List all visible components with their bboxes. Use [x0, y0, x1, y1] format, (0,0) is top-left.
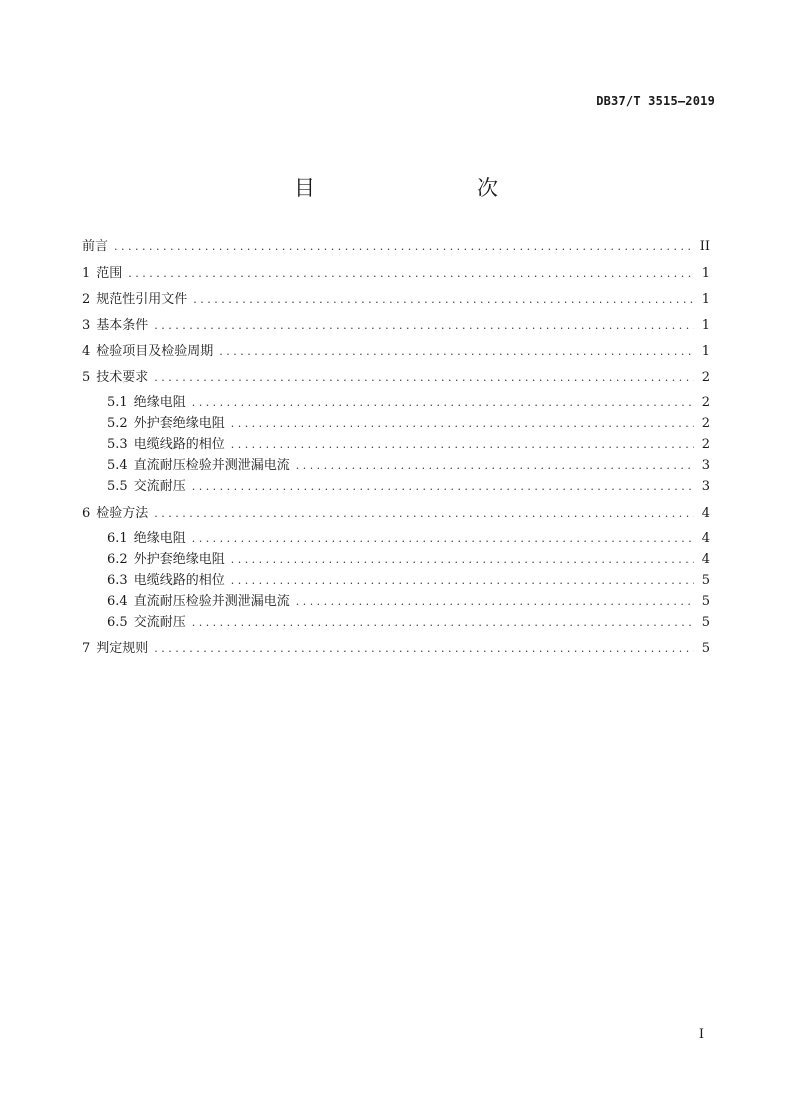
toc-entry-label: 判定规则 — [96, 641, 149, 656]
toc-entry-number: 5.5 — [107, 479, 128, 494]
toc-entry-page: 4 — [701, 531, 710, 546]
toc-entry-number: 5.3 — [107, 437, 128, 452]
toc-entry-number: 6.1 — [107, 531, 128, 546]
toc-entry-page: 2 — [701, 370, 710, 385]
toc-entry-page: 1 — [701, 266, 710, 281]
toc-entry-page: 4 — [701, 552, 710, 567]
toc-entry-page: 1 — [701, 344, 710, 359]
toc-entry[interactable] — [82, 263, 710, 285]
toc-entry-number: 7 — [82, 641, 91, 656]
dot-leader — [231, 434, 694, 456]
toc-entry-page: 1 — [701, 318, 710, 333]
toc-entry[interactable] — [82, 367, 710, 389]
toc-entry-page: 3 — [701, 458, 710, 473]
toc-entry[interactable] — [107, 528, 710, 550]
toc-entry[interactable] — [107, 549, 710, 571]
toc-entry[interactable] — [82, 341, 710, 363]
toc-entry-page: 5 — [701, 573, 710, 588]
toc-entry-page: 2 — [701, 416, 710, 431]
dot-leader — [154, 503, 694, 525]
toc-entry-label: 直流耐压检验并测泄漏电流 — [133, 458, 290, 473]
dot-leader — [192, 392, 694, 414]
toc-entry-label: 规范性引用文件 — [96, 292, 188, 307]
toc-entry[interactable] — [107, 434, 710, 456]
toc-entry[interactable] — [107, 392, 710, 414]
toc-entry[interactable] — [82, 315, 710, 337]
toc-entry-label: 交流耐压 — [133, 479, 186, 494]
toc-entry-label: 交流耐压 — [133, 615, 186, 630]
dot-leader — [114, 236, 694, 258]
toc-entry-number: 5 — [82, 370, 91, 385]
toc-entry-number: 1 — [82, 266, 91, 281]
toc-entry-number: 3 — [82, 318, 91, 333]
toc-entry-page: 4 — [701, 506, 710, 521]
dot-leader — [231, 413, 694, 435]
toc-entry-number: 2 — [82, 292, 91, 307]
toc-entry[interactable] — [107, 455, 710, 477]
dot-leader — [192, 612, 694, 634]
toc-entry[interactable] — [82, 236, 710, 258]
toc-entry[interactable] — [107, 413, 710, 435]
toc-entry-number: 4 — [82, 344, 91, 359]
toc-entry-page: 2 — [701, 395, 710, 410]
toc-entry-label: 基本条件 — [96, 318, 149, 333]
dot-leader — [231, 549, 694, 571]
toc-entry-label: 直流耐压检验并测泄漏电流 — [133, 594, 290, 609]
toc-entry-label: 检验方法 — [96, 506, 149, 521]
toc-entry-number: 5.4 — [107, 458, 128, 473]
toc-entry-page: II — [699, 239, 710, 254]
toc-entry-number: 6.2 — [107, 552, 128, 567]
toc-entry-page: 5 — [701, 615, 710, 630]
dot-leader — [128, 263, 694, 285]
dot-leader — [192, 528, 694, 550]
dot-leader — [296, 455, 694, 477]
toc-entry-label: 绝缘电阻 — [133, 531, 186, 546]
toc-entry[interactable] — [107, 476, 710, 498]
toc-entry[interactable] — [107, 570, 710, 592]
toc-entry-label: 范围 — [96, 266, 123, 281]
toc-entry-page: 3 — [701, 479, 710, 494]
toc-entry-label: 电缆线路的相位 — [133, 437, 225, 452]
toc-entry-number: 6.3 — [107, 573, 128, 588]
toc-entry-label: 技术要求 — [96, 370, 149, 385]
toc-entry-label: 外护套绝缘电阻 — [133, 416, 225, 431]
toc-entry[interactable] — [107, 591, 710, 613]
toc-entry-label: 外护套绝缘电阻 — [133, 552, 225, 567]
dot-leader — [154, 315, 694, 337]
toc-entry-label: 前言 — [82, 239, 109, 254]
toc-entry-page: 1 — [701, 292, 710, 307]
toc-entry[interactable] — [82, 289, 710, 311]
toc-entry-page: 5 — [701, 641, 710, 656]
toc-entry-label: 电缆线路的相位 — [133, 573, 225, 588]
dot-leader — [154, 638, 694, 660]
standard-code: DB37/T 3515—2019 — [596, 94, 715, 108]
page-number: I — [698, 1027, 704, 1042]
toc-entry[interactable] — [107, 612, 710, 634]
dot-leader — [193, 289, 694, 311]
toc-entry[interactable] — [82, 638, 710, 660]
toc-entry-number: 5.2 — [107, 416, 128, 431]
toc-entry-page: 5 — [701, 594, 710, 609]
toc-entry-page: 2 — [701, 437, 710, 452]
toc-entry[interactable] — [82, 503, 710, 525]
dot-leader — [231, 570, 694, 592]
toc-entry-label: 检验项目及检验周期 — [96, 344, 214, 359]
dot-leader — [296, 591, 694, 613]
dot-leader — [219, 341, 694, 363]
toc-entry-number: 6 — [82, 506, 91, 521]
toc-entry-number: 6.4 — [107, 594, 128, 609]
toc-entry-number: 6.5 — [107, 615, 128, 630]
dot-leader — [154, 367, 694, 389]
toc-title: 目 次 — [294, 176, 538, 200]
toc-entry-label: 绝缘电阻 — [133, 395, 186, 410]
dot-leader — [192, 476, 694, 498]
toc-entry-number: 5.1 — [107, 395, 128, 410]
